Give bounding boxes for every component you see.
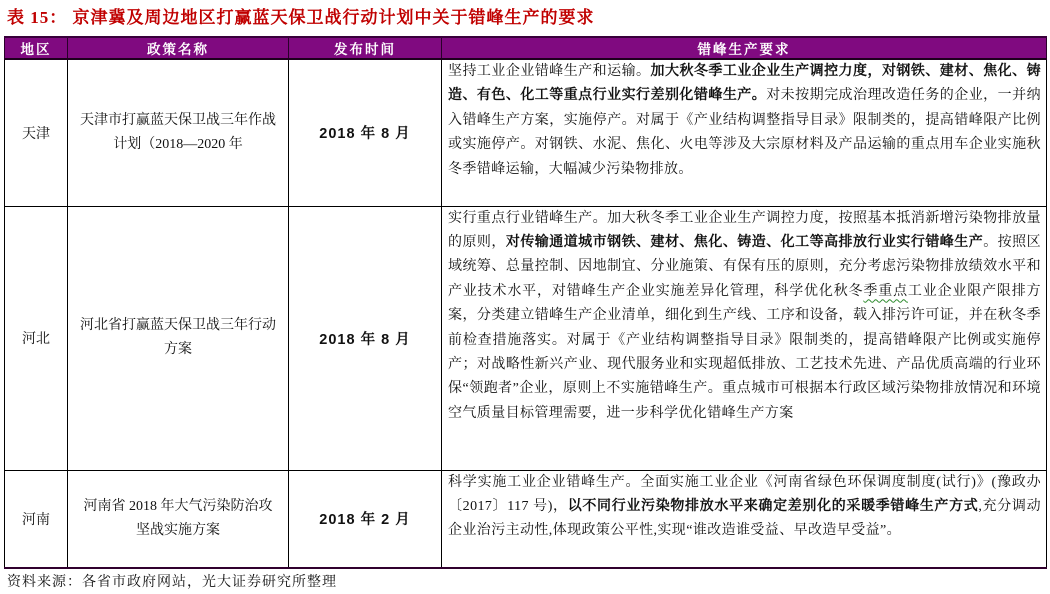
col-header-region: 地区 — [5, 37, 68, 59]
requirement-cell: 坚持工业企业错峰生产和运输。加大秋冬季工业企业生产调控力度，对钢铁、建材、焦化、铸造、有色、化工等重点行业实行差别化错峰生产。对未按期完成治理改造任务的企业，一并纳入错峰生产方案，实施停产。对属于《产业结构调整指导目录》限制类的，提高错峰限产比例或实施停产。对钢铁、水泥、焦化、火电等涉及大宗原材料及产品运输的重点用车企业实施秋冬季错峰运输，大幅减少污染物排放。 — [442, 59, 1047, 206]
policy-name-cell: 天津市打赢蓝天保卫战三年作战计划（2018—2020 年 — [68, 59, 289, 206]
publish-date-cell: 2018 年 2 月 — [289, 470, 442, 568]
publish-date-cell: 2018 年 8 月 — [289, 59, 442, 206]
region-cell: 河北 — [5, 206, 68, 470]
col-header-policy: 政策名称 — [68, 37, 289, 59]
table-row-tianjin — [5, 59, 1047, 206]
staggered-production-policy-table — [4, 36, 1047, 569]
region-cell: 天津 — [5, 59, 68, 206]
table-row-hebei — [5, 206, 1047, 470]
requirement-cell: 科学实施工业企业错峰生产。全面实施工业企业《河南省绿色环保调度制度(试行)》(豫政办〔2017〕117 号)，以不同行业污染物排放水平来确定差别化的采暖季错峰生产方式,充分调动企业治污主动性,体现政策公平性,实现“谁改造谁受益、早改造早受益”。 — [442, 470, 1047, 568]
region-cell: 河南 — [5, 470, 68, 568]
policy-name-cell: 河南省 2018 年大气污染防治攻坚战实施方案 — [68, 470, 289, 568]
table-row-henan — [5, 470, 1047, 568]
source-note: 资料来源：各省市政府网站，光大证券研究所整理 — [7, 575, 337, 590]
col-header-date: 发布时间 — [289, 37, 442, 59]
col-header-requirement: 错峰生产要求 — [442, 37, 1047, 59]
table-title: 表 15： 京津冀及周边地区打赢蓝天保卫战行动计划中关于错峰生产的要求 — [7, 8, 595, 27]
requirement-cell: 实行重点行业错峰生产。加大秋冬季工业企业生产调控力度，按照基本抵消新增污染物排放量的原则，对传输通道城市钢铁、建材、焦化、铸造、化工等高排放行业实行错峰生产。按照区域统筹、总量控制、因地制宜、分业施策、有保有压的原则，充分考虑污染物排放绩效水平和产业技术水平，对错峰生产企业实施差异化管理，科学优化秋冬季重点工业企业限产限排方案，分类建立错峰生产企业清单，细化到生产线、工序和设备，载入排污许可证，并在秋冬季前检查措施落实。对属于《产业结构调整指导目录》限制类的，提高错峰限产比例或实施停产；对战略性新兴产业、现代服务业和实现超低排放、工艺技术先进、产品优质高端的行业环保“领跑者”企业，原则上不实施错峰生产。重点城市可根据本行政区域污染物排放情况和环境空气质量目标管理需要，进一步科学优化错峰生产方案 — [442, 206, 1047, 470]
publish-date-cell: 2018 年 8 月 — [289, 206, 442, 470]
policy-name-cell: 河北省打赢蓝天保卫战三年行动方案 — [68, 206, 289, 470]
table-header-row — [5, 37, 1047, 59]
